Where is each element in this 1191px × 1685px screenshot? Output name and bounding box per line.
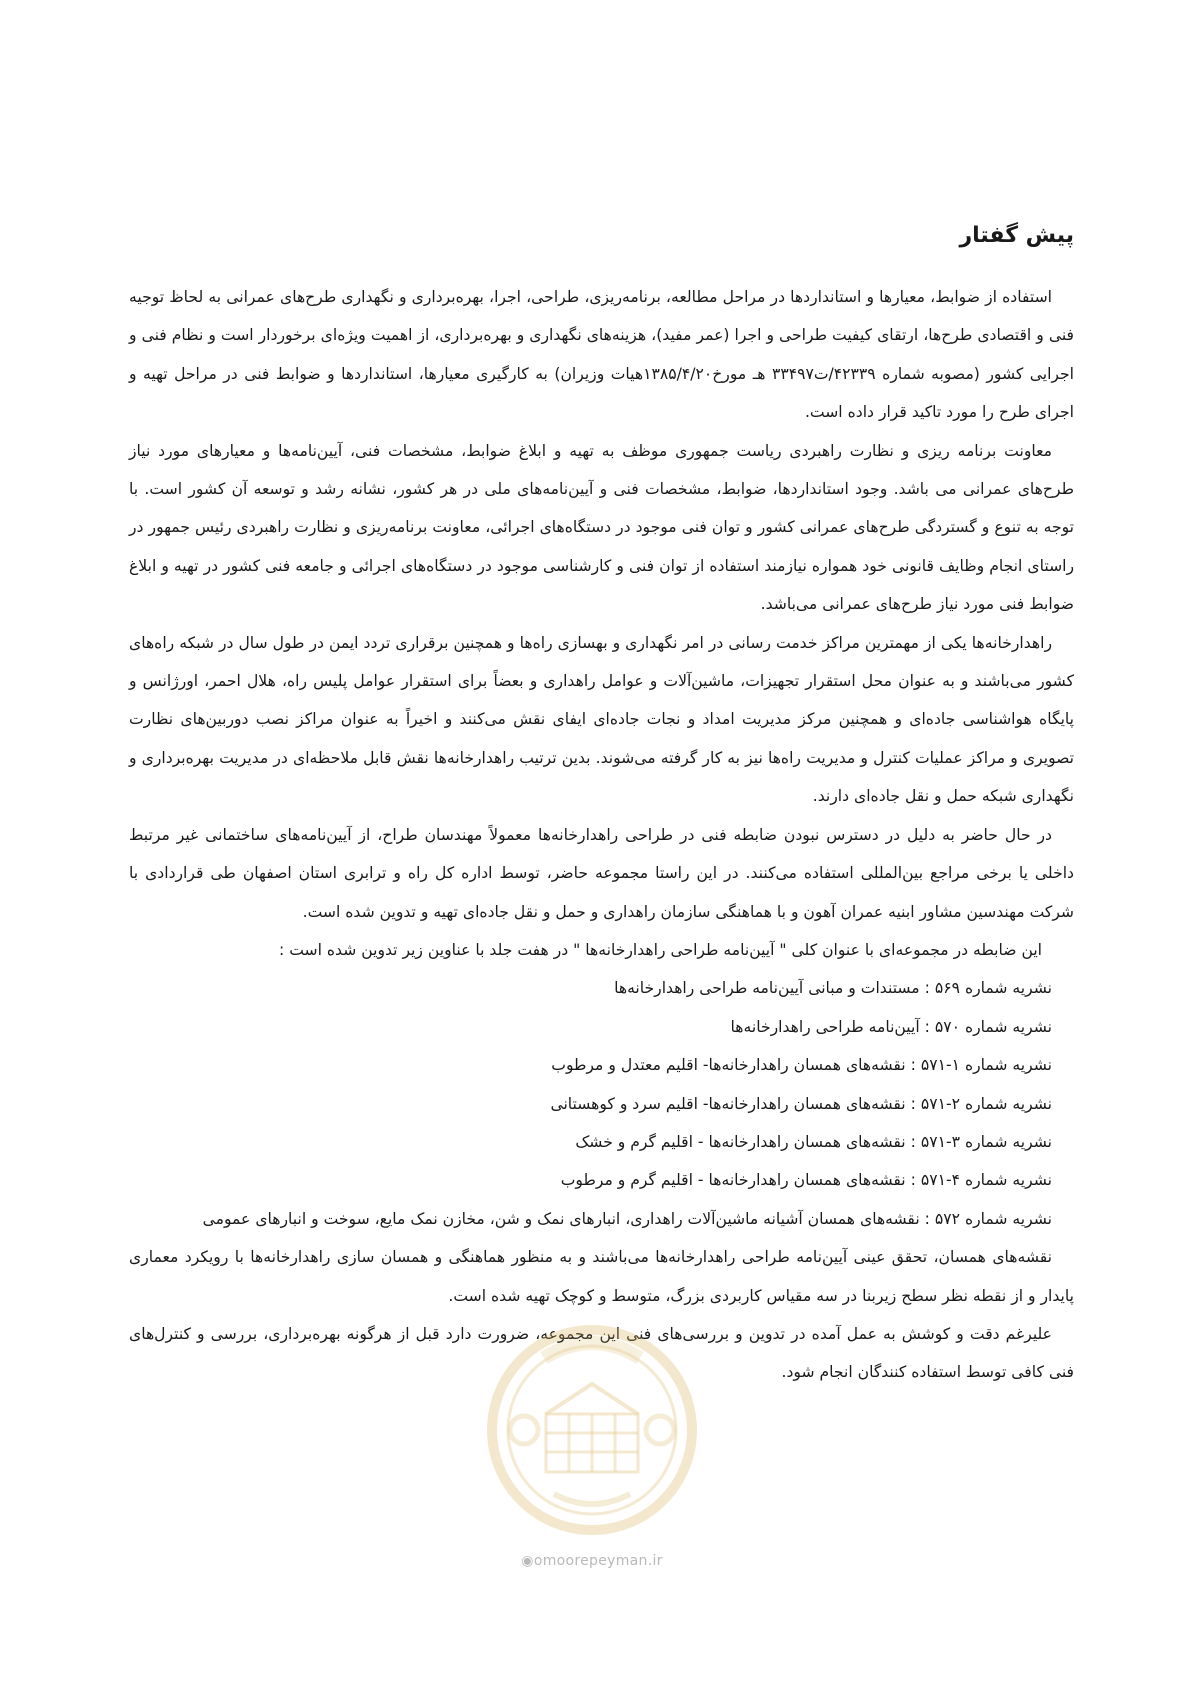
paragraph: راهدارخانه‌ها یکی از مهمترین مراکز خدمت رسانی در امر نگهداری و بهسازی راه‌ها و همچنین برقراری تردد ایمن در طول سال در شبکه راه‌های کشور می‌باشند و به عنوان محل استقرار تجهیزات، ماشین‌آلات و عوامل راهداری و بعضاً برای استقرار عوامل پلیس راه، هلال احمر، اورژانس و پایگاه هواشناسی جاده‌ای و همچنین مرکز مدیریت امداد و نجات جاده‌ای ایفای نقش می‌کنند و اخیراً به عنوان مراکز نصب دوربین‌های نظارت تصویری و مراکز عملیات کنترل و مدیریت راه‌ها نیز به کار گرفته می‌شوند. بدین ترتیب راهدارخانه‌ها نقش قابل ملاحظه‌ای در مدیریت بهره‌برداری و نگهداری شبکه حمل و نقل جاده‌ای دارند.	[129, 633, 1074, 806]
at-icon: ◉	[521, 1553, 534, 1569]
publication-item: نشریه شماره ۱-۵۷۱ : نقشه‌های همسان راهدارخانه‌ها- اقلیم معتدل و مرطوب	[551, 1056, 1052, 1075]
page-title: پیش گفتار	[959, 223, 1074, 248]
publication-item: نشریه شماره ۵۷۲ : نقشه‌های همسان آشیانه ماشین‌آلات راهداری، انبارهای نمک و شن، مخازن نمک مایع، سوخت و انبارهای عمومی	[202, 1209, 1052, 1228]
publication-item: نشریه شماره ۲-۵۷۱ : نقشه‌های همسان راهدارخانه‌ها- اقلیم سرد و کوهستانی	[550, 1094, 1052, 1113]
publication-item: نشریه شماره ۵۷۰ : آیین‌نامه طراحی راهدارخانه‌ها	[730, 1017, 1052, 1036]
paragraph: در حال حاضر به دلیل در دسترس نبودن ضابطه فنی در طراحی راهدارخانه‌ها معمولاً مهندسان طراح، از آیین‌نامه‌های ساختمانی غیر مرتبط داخلی یا برخی مراجع بین‌المللی استفاده می‌کنند. در این راستا مجموعه حاضر، توسط اداره کل راه و ترابری استان اصفهان طی قراردادی با شرکت مهندسین مشاور ابنیه عمران آهون و با هماهنگی سازمان راهداری و حمل و نقل جاده‌ای تهیه و تدوین شده است.	[129, 825, 1074, 921]
watermark-url-text: omoorepeyman.ir	[533, 1553, 663, 1569]
paragraph: استفاده از ضوابط، معیارها و استانداردها در مراحل مطالعه، برنامه‌ریزی، طراحی، اجرا، بهره‌برداری و نگهداری طرح‌های عمرانی به لحاظ توجیه فنی و اقتصادی طرح‌ها، ارتقای کیفیت طراحی و اجرا (عمر مفید)، هزینه‌های نگهداری و بهره‌برداری، از اهمیت ویژه‌ای برخوردار است و نظام فنی و اجرایی کشور (مصوبه شماره ۴۲۳۳۹/ت۳۳۴۹۷ هـ مورخ۱۳۸۵/۴/۲۰هیات وزیران) به کارگیری معیارها، استانداردها و ضوابط فنی در مراحل تهیه و اجرای طرح را مورد تاکید قرار داده است.	[129, 288, 1074, 422]
paragraph: معاونت برنامه ریزی و نظارت راهبردی ریاست جمهوری موظف به تهیه و ابلاغ ضوابط، مشخصات فنی، آیین‌نامه‌ها و معیارهای مورد نیاز طرح‌های عمرانی می باشد. وجود استانداردها، ضوابط، مشخصات فنی و آیین‌نامه‌های ملی در هر کشور، نشانه رشد و توسعه آن کشور است. با توجه به تنوع و گستردگی طرح‌های عمرانی کشور و توان فنی موجود در دستگاه‌های اجرائی، معاونت برنامه‌ریزی و نظارت راهبردی رئیس جمهور در راستای انجام وظایف قانونی خود همواره نیازمند استفاده از توان فنی و کارشناسی موجود در دستگاه‌های اجرائی و جامعه فنی کشور در تهیه و ابلاغ ضوابط فنی مورد نیاز طرح‌های عمرانی می‌باشد.	[129, 441, 1074, 614]
publication-item: نشریه شماره ۳-۵۷۱ : نقشه‌های همسان راهدارخانه‌ها - اقلیم گرم و خشک	[575, 1132, 1052, 1151]
publication-item: نشریه شماره ۴-۵۷۱ : نقشه‌های همسان راهدارخانه‌ها - اقلیم گرم و مرطوب	[560, 1171, 1052, 1190]
paragraph: علیرغم دقت و کوشش به عمل آمده در تدوین و بررسی‌های فنی این مجموعه، ضرورت دارد قبل از هرگونه بهره‌برداری، بررسی و کنترل‌های فنی کافی توسط استفاده کنندگان انجام شود.	[129, 1324, 1074, 1382]
watermark-url	[502, 1553, 682, 1569]
paragraph: نقشه‌های همسان، تحقق عینی آیین‌نامه طراحی راهدارخانه‌ها می‌باشند و به منظور هماهنگی و همسان سازی راهدارخانه‌ها با رویکرد معماری پایدار و از نقطه نظر سطح زیربنا در سه مقیاس کاربردی بزرگ، متوسط و کوچک تهیه شده است.	[129, 1248, 1074, 1305]
document-body	[129, 278, 1074, 1392]
publication-list-intro: این ضابطه در مجموعه‌ای با عنوان کلی " آیین‌نامه طراحی راهدارخانه‌ها " در هفت جلد با عناوین زیر تدوین شده است :	[279, 940, 1042, 959]
publication-item: نشریه شماره ۵۶۹ : مستندات و مبانی آیین‌نامه طراحی راهدارخانه‌ها	[614, 979, 1052, 998]
